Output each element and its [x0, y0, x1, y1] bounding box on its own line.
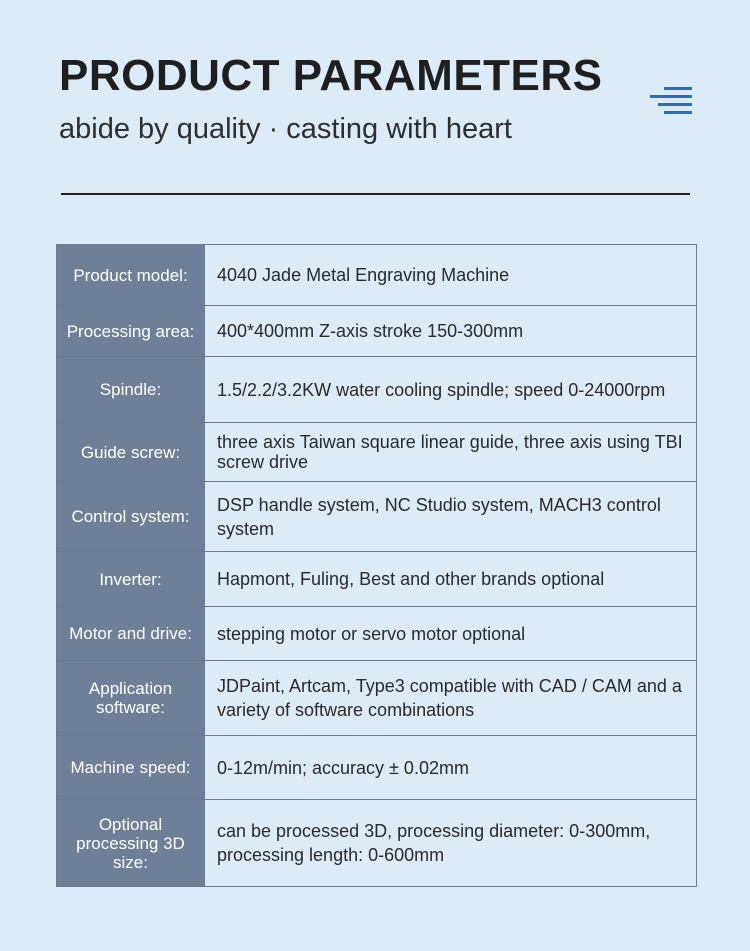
param-row-application-software	[57, 661, 696, 736]
param-label: Optional processing 3D size:	[57, 800, 205, 886]
param-row-spindle	[57, 357, 696, 423]
param-value: 4040 Jade Metal Engraving Machine	[217, 265, 510, 285]
param-row-inverter	[57, 552, 696, 607]
param-row-guide-screw	[57, 423, 696, 482]
param-value: can be processed 3D, processing diameter: 0-300mm, processing length: 0-600mm	[217, 821, 651, 865]
param-row-motor-drive	[57, 607, 696, 661]
param-value: 0-12m/min; accuracy ± 0.02mm	[217, 757, 469, 778]
param-value: 400*400mm Z-axis stroke 150-300mm	[217, 321, 524, 341]
param-value: stepping motor or servo motor optional	[217, 623, 526, 644]
param-label: Product model:	[57, 245, 205, 305]
param-value: 1.5/2.2/3.2KW water cooling spindle; speed 0-24000rpm	[217, 379, 666, 400]
param-label: Spindle:	[57, 357, 205, 422]
param-value: DSP handle system, NC Studio system, MACH3 control system	[217, 494, 661, 539]
menu-lines-icon[interactable]	[650, 87, 692, 113]
page-subtitle: abide by quality · casting with heart	[59, 113, 512, 145]
param-label: Control system:	[57, 482, 205, 551]
param-label: Machine speed:	[57, 736, 205, 799]
param-label: Application software:	[57, 661, 205, 735]
param-row-3d-size	[57, 800, 696, 886]
param-label: Guide screw:	[57, 423, 205, 481]
param-label: Motor and drive:	[57, 607, 205, 660]
param-row-machine-speed	[57, 736, 696, 800]
param-label: Inverter:	[57, 552, 205, 606]
param-row-product-model	[57, 245, 696, 306]
divider	[61, 193, 690, 195]
page-title: PRODUCT PARAMETERS	[59, 51, 603, 100]
param-value: JDPaint, Artcam, Type3 compatible with CAD / CAM and a variety of software combinations	[217, 676, 682, 720]
param-value: three axis Taiwan square linear guide, three axis using TBI screw drive	[217, 432, 683, 472]
param-label: Processing area:	[57, 306, 205, 356]
param-row-control-system	[57, 482, 696, 552]
param-row-processing-area	[57, 306, 696, 357]
parameters-table	[56, 244, 697, 887]
param-value: Hapmont, Fuling, Best and other brands optional	[217, 569, 605, 589]
